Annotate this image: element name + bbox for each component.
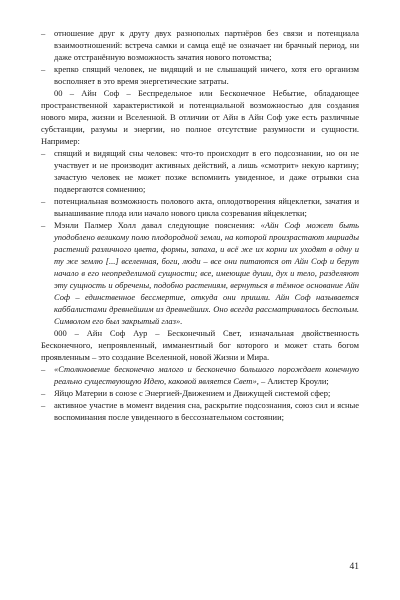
page-content <box>41 27 359 423</box>
dash: – <box>41 220 46 230</box>
list-item <box>41 387 359 399</box>
list-item <box>41 147 359 195</box>
list-item <box>41 399 359 423</box>
paragraph-ain-sof-aur: 000 – Айн Соф Аур – Бесконечный Свет, изначальная двойственность Бесконечного, непроявленный, имманентный бог которого и может стать богом проявленным – это создание Вселенной, новой Жизни и Мира. <box>41 328 359 362</box>
dash: – <box>41 364 46 374</box>
dash: – <box>41 28 46 38</box>
list-item-text: спящий и видящий сны человек: что-то происходит в его подсознании, но он не участвует и не производит активных действий, а лишь «смотрит» некую картину; зачастую человек не может позже вспомнить увиденное, и даже отрывки сна подвергаются сомнению; <box>54 148 359 194</box>
list-item-text: крепко спящий человек, не видящий и не слышащий ничего, хотя его организм восполняет в это время энергетические затраты. <box>54 64 359 86</box>
list-item-text: потенциальная возможность полового акта, оплодотворения яйцеклетки, зачатия и вынашивание плода или начало нового цикла созревания яйцеклетки; <box>54 196 359 218</box>
list-item <box>41 63 359 87</box>
dash: – <box>41 64 46 74</box>
crowley-quote: «Столкновение бесконечно малого и бесконечно большого порождает конечную реально существующую Идею, каковой является Свет», <box>54 364 359 386</box>
dash: – <box>41 400 46 410</box>
crowley-attribution: – Алистер Кроули; <box>258 376 329 386</box>
page-number: 41 <box>349 562 359 572</box>
list-item-text: отношение друг к другу двух разнополых партнёров без связи и потенциала взаимоотношений: встреча самки и самца ещё не означает ни брачный период, ни даже отстранённую возможность зачатия нового потомства; <box>54 28 359 62</box>
paragraph-ain-sof: 00 – Айн Соф – Беспредельное или Бесконечное Небытие, обладающее пространственной характеристикой и потенциальной возможностью для создания нового мира, жизни и Вселенной. В отличии от Айн в Айн Соф уже есть различные субстанции, разумы и энергии, но полное отсутствие разумности и сущности. Например: <box>41 88 359 146</box>
list-item <box>41 363 359 387</box>
list-item <box>41 195 359 219</box>
manly-quote: «Айн Соф может быть уподоблено великому полю плодородной земли, на которой произрастают мириады растений различного цвета, формы, запаха, и всё же их корни их уходят в одну и ту же землю [...] вселенная, боги, люди – все они питаются от Айн Соф и берут начало в его неопределимой сущности; все, имеющие души, дух и тело, разделяют эту сущность и обречены, подобно растениям, вернуться в тёмное основание Айн Соф – единственное бессмертие, откуда они пришли. Айн Соф называется каббалистами древнейшим из древнейших. Оно всегда рассматривалось бесполым. Символом его был закрытый глаз». <box>54 220 359 326</box>
list-item-text: Яйцо Материи в союзе с Энергией-Движением и Движущей системой сфер; <box>54 388 331 398</box>
dash: – <box>41 196 46 206</box>
dash: – <box>41 148 46 158</box>
manly-intro: Мэнли Палмер Холл давал следующие пояснения: <box>54 220 261 230</box>
list-item-text: активное участие в момент видения сна, раскрытие подсознания, союз сил и ясные воспоминания после увиденного в бессознательном состоянии; <box>54 400 359 422</box>
dash: – <box>41 388 46 398</box>
list-item-manly-hall <box>41 219 359 327</box>
list-item <box>41 27 359 63</box>
